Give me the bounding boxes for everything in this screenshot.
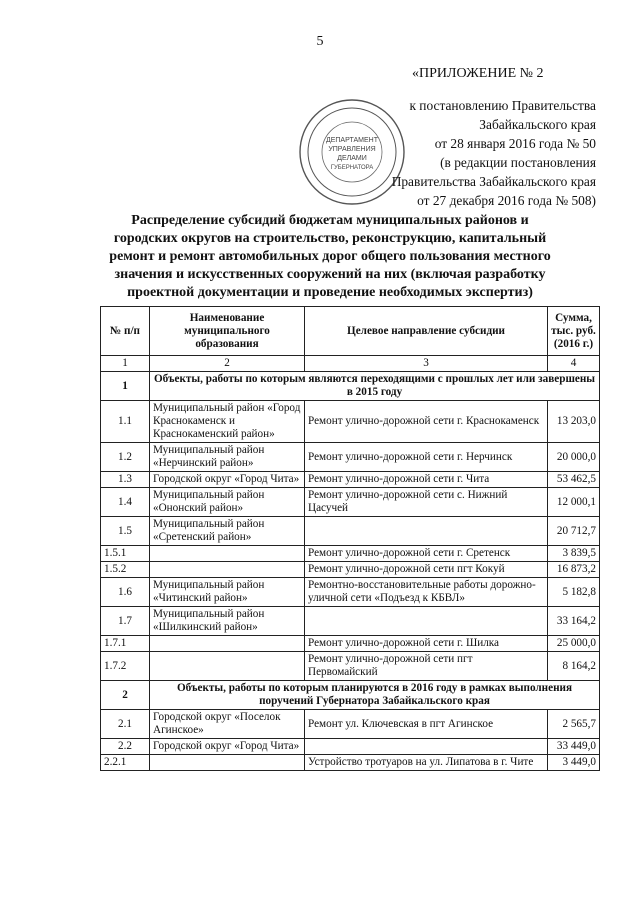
section-row <box>101 681 600 710</box>
direction-cell: Ремонт улично-дорожной сети г. Краснокаменск <box>305 401 548 443</box>
table-row <box>101 443 600 472</box>
sum-cell: 53 462,5 <box>548 472 600 488</box>
header-number: № п/п <box>101 307 150 356</box>
sum-cell: 33 164,2 <box>548 607 600 636</box>
sum-cell: 20 712,7 <box>548 517 600 546</box>
table-row <box>101 472 600 488</box>
svg-text:ДЕЛАМИ: ДЕЛАМИ <box>337 155 367 162</box>
sum-cell: 20 000,0 <box>548 443 600 472</box>
header-municipality: Наименование муниципального образования <box>150 307 305 356</box>
column-number: 4 <box>548 356 600 372</box>
table-row <box>101 636 600 652</box>
header-direction: Целевое направление субсидии <box>305 307 548 356</box>
direction-cell: Ремонт улично-дорожной сети с. Нижний Цасучей <box>305 488 548 517</box>
direction-cell: Устройство тротуаров на ул. Липатова в г. Чите <box>305 755 548 771</box>
direction-cell: Ремонт улично-дорожной сети пгт Кокуй <box>305 562 548 578</box>
column-number: 2 <box>150 356 305 372</box>
table-row <box>101 578 600 607</box>
row-number: 1.2 <box>101 443 150 472</box>
svg-text:ГУБЕРНАТОРА: ГУБЕРНАТОРА <box>330 165 374 171</box>
table-row <box>101 652 600 681</box>
municipality-cell: Городской округ «Город Чита» <box>150 739 305 755</box>
table-body <box>101 356 600 771</box>
row-number: 2.1 <box>101 710 150 739</box>
row-number: 2.2 <box>101 739 150 755</box>
direction-cell: Ремонт улично-дорожной сети г. Сретенск <box>305 546 548 562</box>
subsidy-table <box>100 306 600 771</box>
direction-cell <box>305 607 548 636</box>
table-header-row <box>101 307 600 356</box>
row-number: 2.2.1 <box>101 755 150 771</box>
page-number: 5 <box>316 34 324 49</box>
row-number: 1.4 <box>101 488 150 517</box>
sum-cell: 5 182,8 <box>548 578 600 607</box>
row-number: 1.5.2 <box>101 562 150 578</box>
table-row <box>101 546 600 562</box>
document-title: Распределение субсидий бюджетам муниципальных районов и городских округов на строительство, реконструкцию, капитальный ремонт и ремонт автомобильных дорог общего пользования местного значения и искусственных сооружений на них (включая разработку проектной документации и проведение необходимых экспертиз) <box>109 213 551 300</box>
row-number: 1.7.1 <box>101 636 150 652</box>
table-row <box>101 710 600 739</box>
municipality-cell: Муниципальный район «Город Краснокаменск и Краснокаменский район» <box>150 401 305 443</box>
table-row <box>101 517 600 546</box>
header-line: Забайкальского края <box>479 117 596 132</box>
header-sum: Сумма, тыс. руб. (2016 г.) <box>548 307 600 356</box>
municipality-cell: Муниципальный район «Ононский район» <box>150 488 305 517</box>
row-number: 1 <box>101 372 150 401</box>
row-number: 1.5.1 <box>101 546 150 562</box>
table-row <box>101 562 600 578</box>
sum-cell: 3 449,0 <box>548 755 600 771</box>
column-number-row <box>101 356 600 372</box>
direction-cell <box>305 739 548 755</box>
municipality-cell: Городской округ «Город Чита» <box>150 472 305 488</box>
table-row <box>101 488 600 517</box>
municipality-cell <box>150 652 305 681</box>
row-number: 2 <box>101 681 150 710</box>
municipality-cell: Муниципальный район «Нерчинский район» <box>150 443 305 472</box>
table-row <box>101 739 600 755</box>
sum-cell: 16 873,2 <box>548 562 600 578</box>
section-title: Объекты, работы по которым планируются в 2016 году в рамках выполнения поручений Губернатора Забайкальского края <box>150 681 600 710</box>
section-row <box>101 372 600 401</box>
direction-cell: Ремонт улично-дорожной сети г. Шилка <box>305 636 548 652</box>
municipality-cell: Муниципальный район «Шилкинский район» <box>150 607 305 636</box>
header-line: к постановлению Правительства <box>409 98 596 113</box>
sum-cell: 33 449,0 <box>548 739 600 755</box>
row-number: 1.7 <box>101 607 150 636</box>
section-title: Объекты, работы по которым являются переходящими с прошлых лет или завершены в 2015 году <box>150 372 600 401</box>
sum-cell: 3 839,5 <box>548 546 600 562</box>
row-number: 1.1 <box>101 401 150 443</box>
row-number: 1.7.2 <box>101 652 150 681</box>
sum-cell: 12 000,1 <box>548 488 600 517</box>
municipality-cell <box>150 636 305 652</box>
municipality-cell <box>150 562 305 578</box>
municipality-cell <box>150 546 305 562</box>
table-row <box>101 755 600 771</box>
direction-cell: Ремонт улично-дорожной сети пгт Первомайский <box>305 652 548 681</box>
svg-text:УПРАВЛЕНИЯ: УПРАВЛЕНИЯ <box>328 146 376 153</box>
sum-cell: 8 164,2 <box>548 652 600 681</box>
direction-cell: Ремонтно-восстановительные работы дорожно-уличной сети «Подъезд к КБВЛ» <box>305 578 548 607</box>
municipality-cell: Муниципальный район «Читинский район» <box>150 578 305 607</box>
resolution-reference <box>360 96 596 210</box>
sum-cell: 2 565,7 <box>548 710 600 739</box>
header-line: от 27 декабря 2016 года № 508) <box>417 193 596 208</box>
direction-cell: Ремонт ул. Ключевская в пгт Агинское <box>305 710 548 739</box>
row-number: 1.6 <box>101 578 150 607</box>
direction-cell: Ремонт улично-дорожной сети г. Чита <box>305 472 548 488</box>
municipality-cell: Городской округ «Поселок Агинское» <box>150 710 305 739</box>
column-number: 1 <box>101 356 150 372</box>
header-line: (в редакции постановления <box>440 155 596 170</box>
sum-cell: 25 000,0 <box>548 636 600 652</box>
table-row <box>101 607 600 636</box>
municipality-cell <box>150 755 305 771</box>
column-number: 3 <box>305 356 548 372</box>
appendix-title: «ПРИЛОЖЕНИЕ № 2 <box>412 66 544 81</box>
header-line: Правительства Забайкальского края <box>391 174 596 189</box>
table-row <box>101 401 600 443</box>
row-number: 1.5 <box>101 517 150 546</box>
direction-cell <box>305 517 548 546</box>
direction-cell: Ремонт улично-дорожной сети г. Нерчинск <box>305 443 548 472</box>
header-line: от 28 января 2016 года № 50 <box>434 136 596 151</box>
row-number: 1.3 <box>101 472 150 488</box>
sum-cell: 13 203,0 <box>548 401 600 443</box>
municipality-cell: Муниципальный район «Сретенский район» <box>150 517 305 546</box>
svg-text:ДЕПАРТАМЕНТ: ДЕПАРТАМЕНТ <box>325 137 379 144</box>
